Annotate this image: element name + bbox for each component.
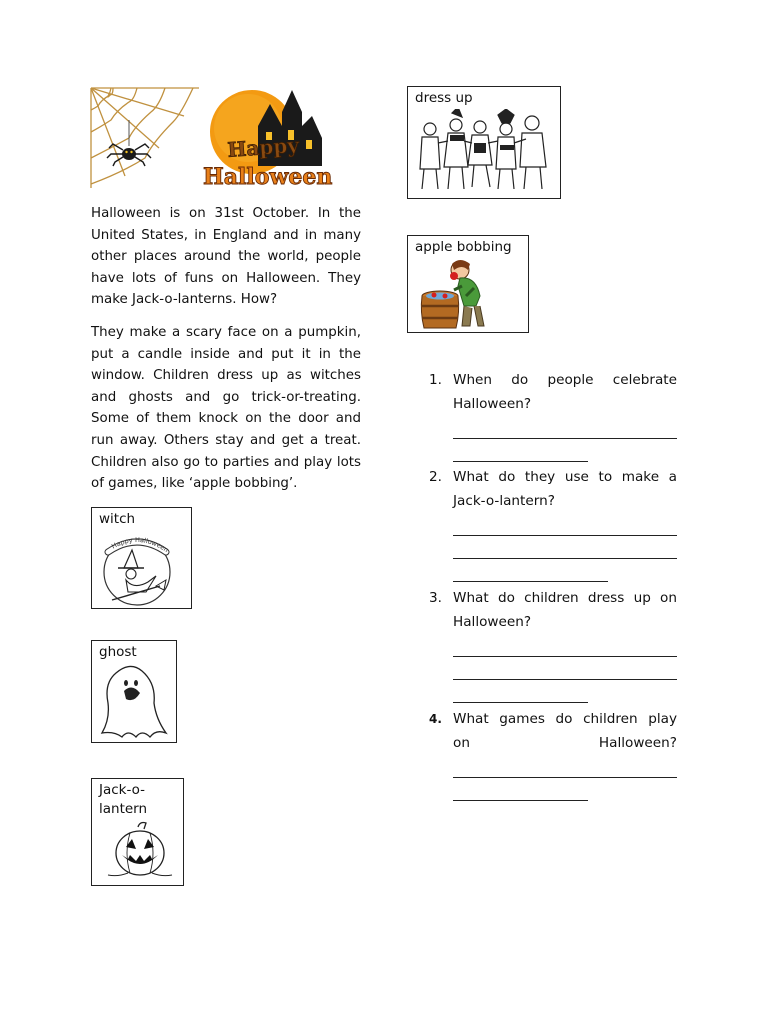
answer-line[interactable] bbox=[453, 536, 677, 559]
apple-bobbing-label: apple bobbing bbox=[415, 239, 512, 255]
happy-halloween-logo bbox=[200, 86, 340, 191]
answer-line[interactable] bbox=[453, 416, 677, 439]
question-2 bbox=[425, 466, 677, 582]
apple-bobbing-card bbox=[407, 235, 529, 333]
question-text: What games do children play bbox=[453, 711, 677, 727]
ghost-icon bbox=[96, 663, 168, 741]
question-text: Jack-o-lantern? bbox=[453, 492, 555, 509]
answer-line[interactable] bbox=[453, 755, 677, 778]
question-number: 4. bbox=[429, 712, 442, 726]
answer-line[interactable] bbox=[453, 513, 677, 536]
answer-line[interactable] bbox=[453, 657, 677, 680]
answer-line[interactable] bbox=[453, 778, 588, 801]
question-4 bbox=[425, 708, 677, 801]
intro-paragraph-2: They make a scary face on a pumpkin, put a candle inside and put it in the window. Children dress up as witches and ghosts and go trick-or-treating. Some of them knock on the door and run away. Others stay and get a treat. Children also go to parties and play lots of games, like ‘apple bobbing’. bbox=[91, 325, 361, 492]
question-number: 2. bbox=[429, 469, 442, 485]
dress-up-card bbox=[407, 86, 561, 199]
question-text: What do they use to make a bbox=[453, 469, 677, 485]
answer-line[interactable] bbox=[453, 439, 588, 462]
question-text: What do children dress up on bbox=[453, 590, 677, 606]
answer-line[interactable] bbox=[453, 680, 588, 703]
jack-o-lantern-icon bbox=[104, 821, 176, 883]
intro-paragraph-1: Halloween is on 31st October. In the United States, in England and in many other places around the world, people have lots of funs on Halloween. They make Jack-o-lanterns. How? bbox=[91, 206, 361, 308]
witch-card bbox=[91, 507, 192, 609]
witch-icon bbox=[98, 528, 176, 608]
jack-o-lantern-label: Jack-o-lantern bbox=[99, 782, 148, 817]
logo-happy-text: Happy bbox=[226, 132, 300, 162]
question-text: When do people celebrate bbox=[453, 372, 677, 388]
costumed-children-icon bbox=[414, 109, 554, 195]
apple-bobbing-icon bbox=[414, 256, 494, 332]
answer-line[interactable] bbox=[453, 634, 677, 657]
question-3 bbox=[425, 587, 677, 703]
logo-halloween-text: Halloween bbox=[203, 164, 333, 190]
answer-line[interactable] bbox=[453, 559, 608, 582]
question-1 bbox=[425, 369, 677, 462]
question-text: on Halloween? bbox=[453, 734, 677, 751]
jack-o-lantern-card bbox=[91, 778, 184, 886]
question-number: 3. bbox=[429, 590, 442, 606]
witch-label: witch bbox=[99, 511, 136, 527]
dress-up-label: dress up bbox=[415, 90, 473, 106]
question-text: Halloween? bbox=[453, 613, 532, 630]
ghost-card bbox=[91, 640, 177, 743]
witch-banner-text: Happy Halloween bbox=[110, 535, 170, 555]
ghost-label: ghost bbox=[99, 644, 137, 660]
question-number: 1. bbox=[429, 372, 442, 388]
question-text: Halloween? bbox=[453, 395, 532, 412]
question-list bbox=[425, 369, 677, 801]
spider-web-illustration bbox=[89, 86, 201, 190]
